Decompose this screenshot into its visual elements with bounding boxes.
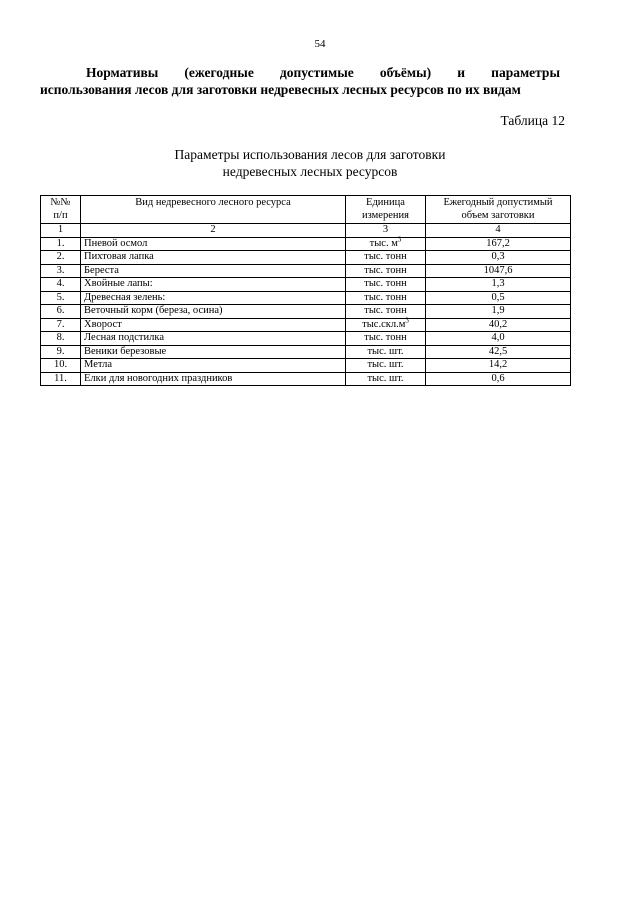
row-number-cell: 7. — [41, 318, 81, 332]
annual-volume-cell: 167,2 — [426, 237, 571, 251]
unit-cell — [346, 291, 426, 305]
resource-name-cell: Береста — [81, 264, 346, 278]
resource-name-cell: Хвойные лапы: — [81, 278, 346, 292]
unit-text: тыс. тонн — [364, 332, 407, 343]
unit-text: тыс. шт. — [367, 359, 404, 370]
resource-name-cell: Пневой осмол — [81, 237, 346, 251]
row-number-cell: 10. — [41, 359, 81, 373]
table-title-line-1: Параметры использования лесов для заготовки — [174, 147, 446, 162]
table-title — [60, 146, 560, 180]
row-number-cell: 9. — [41, 345, 81, 359]
table-row — [41, 318, 571, 332]
unit-text: тыс. шт. — [367, 372, 404, 384]
section-heading-line-2: использования лесов для заготовки недревесных лесных ресурсов по их видам — [40, 82, 521, 97]
table-row — [41, 332, 571, 346]
table-header — [41, 196, 571, 224]
column-number-row — [41, 224, 571, 238]
row-number-cell: 5. — [41, 291, 81, 305]
table-row — [41, 372, 571, 386]
annual-volume-cell: 4,0 — [426, 332, 571, 346]
column-number-cell: 3 — [346, 224, 426, 238]
header-resource-type: Вид недревесного лесного ресурса — [81, 196, 346, 224]
table-caption: Таблица 12 — [500, 113, 565, 128]
header-unit-line-1: Единица — [366, 197, 405, 208]
resource-name-cell: Хворост — [81, 318, 346, 332]
header-number-line-2: п/п — [53, 209, 68, 221]
table-row — [41, 278, 571, 292]
unit-text: тыс. тонн — [364, 305, 407, 316]
annual-volume-cell: 1,9 — [426, 305, 571, 319]
resource-name-cell: Пихтовая лапка — [81, 251, 346, 265]
unit-cell — [346, 345, 426, 359]
unit-cell — [346, 251, 426, 265]
unit-superscript: 3 — [397, 235, 402, 243]
annual-volume-cell: 0,5 — [426, 291, 571, 305]
unit-cell — [346, 332, 426, 346]
section-heading-line-1: Нормативы (ежегодные допустимые объёмы) и параметры — [86, 65, 560, 80]
header-volume-line-1: Ежегодный допустимый — [443, 197, 553, 208]
annual-volume-cell: 40,2 — [426, 318, 571, 332]
row-number-cell: 3. — [41, 264, 81, 278]
header-volume-line-2: объем заготовки — [461, 209, 535, 221]
unit-text: тыс. тонн — [364, 264, 407, 276]
row-number-cell: 11. — [41, 372, 81, 386]
annual-volume-cell: 0,6 — [426, 372, 571, 386]
unit-cell — [346, 359, 426, 373]
annual-volume-cell: 14,2 — [426, 359, 571, 373]
resource-name-cell: Елки для новогодних праздников — [81, 372, 346, 386]
header-unit-line-2: измерения — [362, 209, 409, 221]
header-unit — [346, 196, 426, 224]
unit-text: тыс. тонн — [364, 251, 407, 262]
annual-volume-cell: 0,3 — [426, 251, 571, 265]
table-row — [41, 291, 571, 305]
column-number-cell: 2 — [81, 224, 346, 238]
unit-text: тыс. тонн — [364, 278, 407, 289]
table-row — [41, 345, 571, 359]
resource-name-cell: Веточный корм (береза, осина) — [81, 305, 346, 319]
resource-name-cell: Веники березовые — [81, 345, 346, 359]
resource-name-cell: Древесная зелень: — [81, 291, 346, 305]
column-number-cell: 4 — [426, 224, 571, 238]
table-row — [41, 251, 571, 265]
unit-text: тыс.скл.м — [362, 318, 406, 330]
resources-table — [40, 195, 571, 386]
row-number-cell: 1. — [41, 237, 81, 251]
unit-cell — [346, 372, 426, 386]
resource-name-cell: Метла — [81, 359, 346, 373]
unit-text: тыс. м — [369, 237, 398, 249]
section-heading — [40, 64, 560, 98]
row-number-cell: 2. — [41, 251, 81, 265]
table-body — [41, 224, 571, 386]
header-number — [41, 196, 81, 224]
unit-cell — [346, 278, 426, 292]
row-number-cell: 4. — [41, 278, 81, 292]
column-number-cell: 1 — [41, 224, 81, 238]
unit-text: тыс. тонн — [364, 291, 407, 303]
row-number-cell: 8. — [41, 332, 81, 346]
table-row — [41, 305, 571, 319]
unit-cell — [346, 305, 426, 319]
table-row — [41, 359, 571, 373]
header-number-line-1: №№ — [50, 197, 71, 208]
unit-cell — [346, 264, 426, 278]
table-header-row — [41, 196, 571, 224]
row-number-cell: 6. — [41, 305, 81, 319]
unit-text: тыс. шт. — [367, 345, 404, 357]
annual-volume-cell: 1047,6 — [426, 264, 571, 278]
unit-superscript: 3 — [405, 316, 409, 324]
table-row — [41, 264, 571, 278]
resource-name-cell: Лесная подстилка — [81, 332, 346, 346]
header-annual-volume — [426, 196, 571, 224]
page-number: 54 — [314, 38, 326, 50]
unit-cell — [346, 237, 426, 251]
annual-volume-cell: 1,3 — [426, 278, 571, 292]
annual-volume-cell: 42,5 — [426, 345, 571, 359]
table-title-line-2: недревесных лесных ресурсов — [222, 164, 398, 179]
table-row — [41, 237, 571, 251]
unit-cell — [346, 318, 426, 332]
